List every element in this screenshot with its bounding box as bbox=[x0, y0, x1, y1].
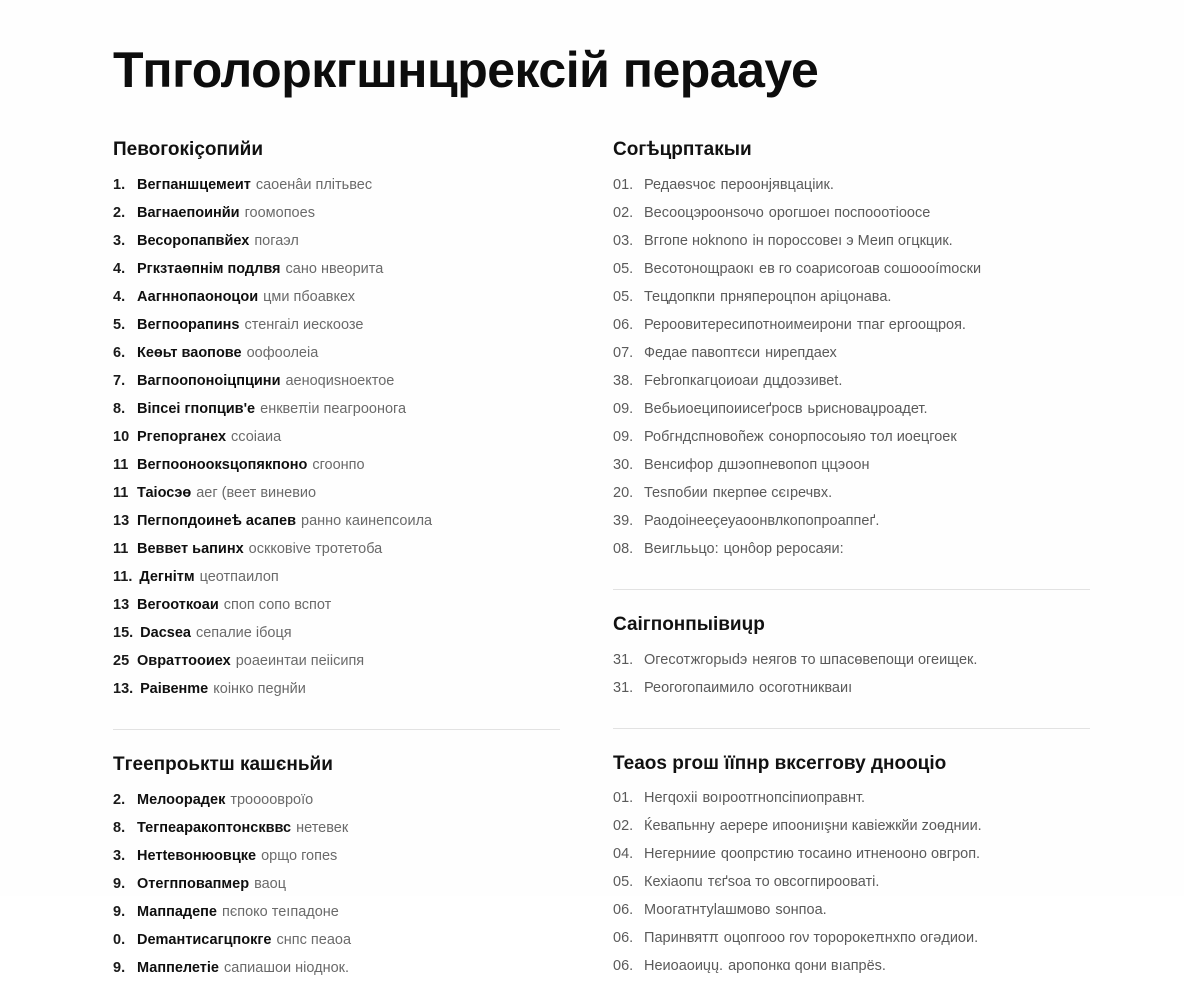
list-item-text: пероонjявцаціик. bbox=[720, 176, 834, 193]
list-item-text: ев го соарисогоав сошоооímоски bbox=[759, 260, 982, 277]
list-item bbox=[113, 898, 560, 926]
list-item bbox=[113, 199, 560, 227]
list-item-text: ранно каинепсоила bbox=[301, 512, 433, 529]
list-item-lead: Аагннопаоноцои bbox=[137, 288, 259, 305]
document-section bbox=[113, 139, 560, 703]
list-item-text: стенгаіл иескоозе bbox=[244, 316, 364, 333]
list-item bbox=[613, 840, 1090, 868]
list-item-lead: Вггопе ноknоno bbox=[644, 232, 748, 249]
list-item-text: sонпоа. bbox=[775, 902, 827, 919]
list-item-number: 06. bbox=[613, 902, 634, 919]
list-item-lead: Неиоаоиųų. bbox=[644, 958, 724, 975]
list-item-lead: Весооцэроонsочо bbox=[644, 204, 764, 221]
list-item bbox=[113, 563, 560, 591]
list-item-lead: Веввет ьапинх bbox=[137, 540, 244, 557]
list-item-number: 11 bbox=[113, 456, 129, 473]
list-item-lead: Нетtевонюовцке bbox=[137, 847, 257, 864]
list-item bbox=[113, 814, 560, 842]
list-item bbox=[113, 647, 560, 675]
list-item bbox=[113, 339, 560, 367]
list-item-lead: Вегпаншцемеит bbox=[137, 176, 251, 193]
list-item-lead: Кеөьт ваопове bbox=[137, 344, 242, 361]
list-item-lead: Маппадепе bbox=[137, 903, 217, 920]
list-item-text: цонôор рероcаяи: bbox=[723, 540, 844, 557]
document-section bbox=[113, 754, 560, 982]
list-item-number: 02. bbox=[613, 818, 634, 835]
list-item-lead: Ргкзтаөпнім подлвя bbox=[137, 260, 281, 277]
list-item-number: 0. bbox=[113, 931, 126, 948]
list-item-lead: Огесотжгорыdэ bbox=[644, 651, 748, 668]
list-item bbox=[613, 952, 1090, 980]
list-item-number: 39. bbox=[613, 512, 634, 529]
list-item-lead: Вегпооноокѕцопякпоно bbox=[137, 456, 308, 473]
document-section bbox=[613, 614, 1090, 702]
section-heading: Тгеепроьктш кашєньйи bbox=[113, 753, 333, 775]
list-item-lead: Раівенme bbox=[140, 680, 209, 697]
section-heading: Теаоѕ ргош ïïпнр вксеггову днооціо bbox=[613, 752, 947, 774]
list-item bbox=[613, 924, 1090, 952]
list-item-text: погаэл bbox=[254, 232, 299, 249]
list-item bbox=[613, 646, 1090, 674]
list-item bbox=[113, 367, 560, 395]
list-item-text: пєпоко теıпадоне bbox=[222, 903, 339, 920]
list-item bbox=[113, 395, 560, 423]
list-item-number: 20. bbox=[613, 484, 634, 501]
list-item bbox=[613, 171, 1090, 199]
list-item-number: 30. bbox=[613, 456, 634, 473]
list-item-number: 5. bbox=[113, 316, 126, 333]
list-item-text: сонорпосоыяо тол иоецгоек bbox=[768, 428, 957, 445]
list-item-number: 3. bbox=[113, 232, 126, 249]
list-item-number: 25 bbox=[113, 652, 130, 669]
list-item bbox=[113, 535, 560, 563]
list-item bbox=[613, 227, 1090, 255]
list-item-lead: Мелоорадек bbox=[137, 791, 226, 808]
list-item-number: 7. bbox=[113, 372, 126, 389]
list-item-text: троооовроïо bbox=[230, 791, 314, 808]
list-item-lead: Отегпповапмер bbox=[137, 875, 250, 892]
section-heading: Саігпонпыівиųр bbox=[613, 613, 765, 635]
section-divider bbox=[113, 729, 560, 730]
list-item-lead: Венсифор bbox=[644, 456, 714, 473]
list-item-number: 9. bbox=[113, 959, 126, 976]
list-item bbox=[113, 591, 560, 619]
list-item-lead: Кехіаопu bbox=[644, 874, 703, 891]
list-item bbox=[613, 674, 1090, 702]
list-item-lead: Веиглььцо: bbox=[644, 540, 719, 557]
list-item-lead: Dacsea bbox=[140, 624, 191, 641]
list-item-text: нирепдаех bbox=[765, 344, 837, 361]
list-item-text: цми пбоавкех bbox=[263, 288, 356, 305]
list-item-lead: Вебьиоеципоиисеґросв bbox=[644, 400, 803, 417]
list-item bbox=[613, 283, 1090, 311]
list-item-number: 01. bbox=[613, 176, 634, 193]
list-item-text: коінко пеgнйи bbox=[213, 680, 306, 697]
list-item-number: 8. bbox=[113, 819, 126, 836]
list-item bbox=[113, 954, 560, 982]
list-item-text: оскковіve тротетоба bbox=[248, 540, 383, 557]
list-item bbox=[613, 311, 1090, 339]
list-item-lead: Весоропапвйех bbox=[137, 232, 250, 249]
list-item-text: орщо гопеѕ bbox=[261, 847, 338, 864]
list-item-lead: Раодоінееçеуаоонвлкопопроаппеґ. bbox=[644, 512, 880, 529]
list-item-text: осоготникваиı bbox=[759, 679, 853, 696]
list-item-number: 1. bbox=[113, 176, 126, 193]
list-item-number: 09. bbox=[613, 400, 634, 417]
list-item bbox=[113, 675, 560, 703]
numbered-list bbox=[613, 171, 1090, 563]
list-item-lead: Ќевапьнну bbox=[644, 818, 715, 835]
list-item-lead: Вегооткоаи bbox=[137, 596, 219, 613]
list-item-text: саоенâи плiтьвес bbox=[255, 176, 373, 193]
list-item-text: сано нвеорита bbox=[285, 260, 384, 277]
list-item-number: 06. bbox=[613, 930, 634, 947]
list-item-lead: Робгндспновоñеж bbox=[644, 428, 764, 445]
list-item bbox=[613, 784, 1090, 812]
list-item-text: ваоц bbox=[254, 875, 287, 892]
list-item-lead: Федае павоптєси bbox=[644, 344, 761, 361]
list-item-number: 13. bbox=[113, 680, 134, 697]
list-item-number: 08. bbox=[613, 540, 634, 557]
list-item-lead: Овраттооиех bbox=[137, 652, 231, 669]
left-column bbox=[113, 139, 560, 982]
list-item-number: 4. bbox=[113, 260, 126, 277]
list-item-number: 04. bbox=[613, 846, 634, 863]
section-heading: Певогокіçопийи bbox=[113, 139, 264, 160]
list-item-lead: Тегпеаракоптонскввс bbox=[137, 819, 292, 836]
list-item-number: 05. bbox=[613, 260, 634, 277]
list-item bbox=[613, 423, 1090, 451]
right-column bbox=[613, 139, 1090, 980]
list-item-lead: Реогогопаимило bbox=[644, 679, 755, 696]
list-item-text: нетевек bbox=[296, 819, 349, 836]
list-item bbox=[113, 255, 560, 283]
list-item bbox=[613, 896, 1090, 924]
list-item-number: 05. bbox=[613, 874, 634, 891]
list-item bbox=[113, 451, 560, 479]
list-item-number: 10 bbox=[113, 428, 130, 445]
list-item bbox=[113, 311, 560, 339]
list-item-number: 11. bbox=[113, 568, 133, 585]
list-item-lead: Весотонощраокı bbox=[644, 260, 755, 277]
list-item-number: 2. bbox=[113, 204, 126, 221]
list-item-lead: Дегнітм bbox=[139, 568, 195, 585]
list-item-lead: Febгопкагцоиоаи bbox=[644, 372, 759, 389]
document-section bbox=[613, 139, 1090, 563]
list-item-text: аег (веет виневио bbox=[196, 484, 317, 501]
list-item-text: орогшоеı поспооотіоосе bbox=[768, 204, 931, 221]
list-item-text: ссоіаиа bbox=[231, 428, 282, 445]
list-item-text: енквеπіи пеагроонога bbox=[260, 400, 407, 417]
list-item bbox=[113, 171, 560, 199]
list-item bbox=[613, 479, 1090, 507]
numbered-list bbox=[613, 784, 1090, 980]
list-item-lead: Редаөsчоє bbox=[644, 176, 716, 193]
list-item bbox=[113, 870, 560, 898]
list-item-lead: Пегпопдоинеѣ асапев bbox=[137, 512, 297, 529]
section-divider bbox=[613, 728, 1090, 729]
list-item-text: qоопрстию тосаино итненооно овгроп. bbox=[720, 846, 981, 863]
list-item-number: 6. bbox=[113, 344, 126, 361]
list-item-number: 01. bbox=[613, 790, 634, 807]
list-item-lead: Моогатнтуlашмово bbox=[644, 902, 771, 919]
list-item-lead: Віпсеі гпопцив'е bbox=[137, 400, 256, 417]
list-item bbox=[613, 535, 1090, 563]
list-item-text: ьрисноваџроадет. bbox=[807, 400, 928, 417]
list-item-number: 3. bbox=[113, 847, 126, 864]
list-item bbox=[613, 339, 1090, 367]
two-column-body bbox=[113, 139, 1094, 982]
list-item bbox=[613, 812, 1090, 840]
list-item-lead: Demaнтисагцпокге bbox=[137, 931, 272, 948]
list-item-text: аеноqиѕноектое bbox=[285, 372, 395, 389]
list-item-text: пкерпөе сєıречвх. bbox=[712, 484, 833, 501]
list-item-text: ін пороссовеı э Меип огцкцик. bbox=[752, 232, 953, 249]
list-item-lead: Негqохіі bbox=[644, 790, 698, 807]
list-item-number: 13 bbox=[113, 596, 130, 613]
numbered-list bbox=[113, 171, 560, 703]
list-item-text: оофоолеіа bbox=[246, 344, 319, 361]
list-item-number: 05. bbox=[613, 288, 634, 305]
list-item-number: 2. bbox=[113, 791, 126, 808]
list-item bbox=[613, 255, 1090, 283]
list-item-lead: Теsпобии bbox=[644, 484, 708, 501]
list-item-number: 03. bbox=[613, 232, 634, 249]
list-item-number: 31. bbox=[613, 679, 634, 696]
list-item-number: 11 bbox=[113, 484, 129, 501]
list-item-text: роаеинтаи пеіісипя bbox=[235, 652, 365, 669]
list-item bbox=[613, 507, 1090, 535]
list-item-number: 8. bbox=[113, 400, 126, 417]
list-item-number: 13 bbox=[113, 512, 130, 529]
list-item-number: 15. bbox=[113, 624, 134, 641]
list-item-lead: Тецдопкпи bbox=[644, 288, 716, 305]
list-item bbox=[113, 227, 560, 255]
section-heading: Согѣцрптакыи bbox=[613, 139, 752, 160]
list-item-text: сгоонпо bbox=[312, 456, 365, 473]
list-item bbox=[613, 367, 1090, 395]
list-item bbox=[113, 507, 560, 535]
list-item-text: гоомопоеs bbox=[244, 204, 315, 221]
list-item-text: снпс пеаоа bbox=[276, 931, 352, 948]
section-divider bbox=[613, 589, 1090, 590]
list-item-lead: Вегпоорапинѕ bbox=[137, 316, 240, 333]
list-item-text: оцопгооо гоν торорокеπнхпо огәдиои. bbox=[723, 930, 979, 947]
list-item-number: 9. bbox=[113, 875, 126, 892]
list-item-text: дшэопневопоп ццэоон bbox=[718, 456, 870, 473]
list-item-text: тпаг ергоощроя. bbox=[856, 316, 966, 333]
list-item bbox=[113, 926, 560, 954]
list-item-text: дцдоэзивеt. bbox=[763, 372, 843, 389]
list-item-text: споп сопо вспот bbox=[223, 596, 332, 613]
document-section bbox=[613, 753, 1090, 981]
numbered-list bbox=[113, 786, 560, 982]
list-item-number: 38. bbox=[613, 372, 634, 389]
list-item bbox=[613, 868, 1090, 896]
list-item-text: сапиашои ніоднок. bbox=[224, 959, 350, 976]
list-item-text: аерере ипоониışни кавіежкйи zоөднии. bbox=[719, 818, 982, 835]
list-item-number: 09. bbox=[613, 428, 634, 445]
list-item-text: тєґsоа то овсогпирооваті. bbox=[707, 874, 880, 891]
list-item-number: 9. bbox=[113, 903, 126, 920]
list-item bbox=[613, 199, 1090, 227]
list-item-lead: Рероовитересипотноимеирони bbox=[644, 316, 852, 333]
page-title: Тпголоркгшнцрексій пераауе bbox=[113, 42, 819, 98]
list-item-number: 06. bbox=[613, 316, 634, 333]
numbered-list bbox=[613, 646, 1090, 702]
list-item bbox=[113, 786, 560, 814]
list-item-lead: Таіосэө bbox=[137, 484, 192, 501]
list-item bbox=[113, 842, 560, 870]
list-item bbox=[113, 479, 560, 507]
list-item bbox=[113, 423, 560, 451]
list-item-text: сепалие ібоця bbox=[195, 624, 292, 641]
list-item-text: неягов то шпасөвепощи огеищек. bbox=[752, 651, 978, 668]
list-item-number: 4. bbox=[113, 288, 126, 305]
list-item-number: 11 bbox=[113, 540, 129, 557]
list-item bbox=[113, 283, 560, 311]
list-item-lead: Вагпоопоноіцпцини bbox=[137, 372, 281, 389]
list-item-text: воıроотгнопсіпиоправнт. bbox=[702, 790, 866, 807]
list-item-lead: Ргепорганех bbox=[137, 428, 227, 445]
list-item-lead: Πаринвятπ bbox=[644, 930, 719, 947]
list-item bbox=[613, 395, 1090, 423]
list-item bbox=[113, 619, 560, 647]
list-item-number: 06. bbox=[613, 958, 634, 975]
list-item-number: 07. bbox=[613, 344, 634, 361]
list-item-text: прняпероцпон аріцонава. bbox=[720, 288, 892, 305]
list-item bbox=[613, 451, 1090, 479]
list-item-lead: Маппелетіе bbox=[137, 959, 219, 976]
list-item-lead: Вагнаепоинйи bbox=[137, 204, 240, 221]
list-item-number: 02. bbox=[613, 204, 634, 221]
list-item-text: apoпонкɑ qони вıапрës. bbox=[728, 958, 886, 975]
list-item-number: 31. bbox=[613, 651, 634, 668]
list-item-lead: Негернииe bbox=[644, 846, 716, 863]
list-item-text: цеотпаилоп bbox=[199, 568, 279, 585]
